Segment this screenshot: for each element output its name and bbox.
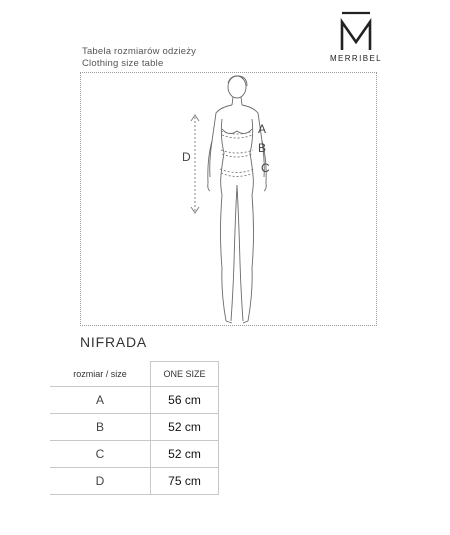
marker-b: B bbox=[258, 141, 267, 155]
body-silhouette-icon bbox=[81, 73, 378, 327]
size-row-value: 56 cm bbox=[151, 387, 219, 414]
product-name: NIFRADA bbox=[80, 334, 148, 350]
size-row-label: C bbox=[50, 441, 151, 468]
one-size-column-header: ONE SIZE bbox=[151, 362, 219, 387]
size-row-label: D bbox=[50, 468, 151, 495]
size-table-header-row bbox=[50, 362, 219, 387]
table-row bbox=[50, 468, 219, 495]
table-row bbox=[50, 387, 219, 414]
size-table-title-pl: Tabela rozmiarów odzieży bbox=[82, 46, 197, 57]
table-row bbox=[50, 414, 219, 441]
size-table-title-en: Clothing size table bbox=[82, 58, 164, 69]
size-row-value: 52 cm bbox=[151, 441, 219, 468]
size-row-value: 52 cm bbox=[151, 414, 219, 441]
marker-c: C bbox=[261, 161, 270, 175]
size-table bbox=[50, 361, 219, 495]
measurement-diagram-frame bbox=[80, 72, 377, 326]
marker-a: A bbox=[258, 122, 267, 136]
size-row-label: B bbox=[50, 414, 151, 441]
marker-d: D bbox=[182, 150, 191, 164]
size-row-value: 75 cm bbox=[151, 468, 219, 495]
size-row-label: A bbox=[50, 387, 151, 414]
brand-name: MERRIBEL bbox=[329, 54, 383, 63]
size-column-header: rozmiar / size bbox=[50, 362, 151, 387]
table-row bbox=[50, 441, 219, 468]
brand-logo-icon bbox=[333, 10, 379, 56]
